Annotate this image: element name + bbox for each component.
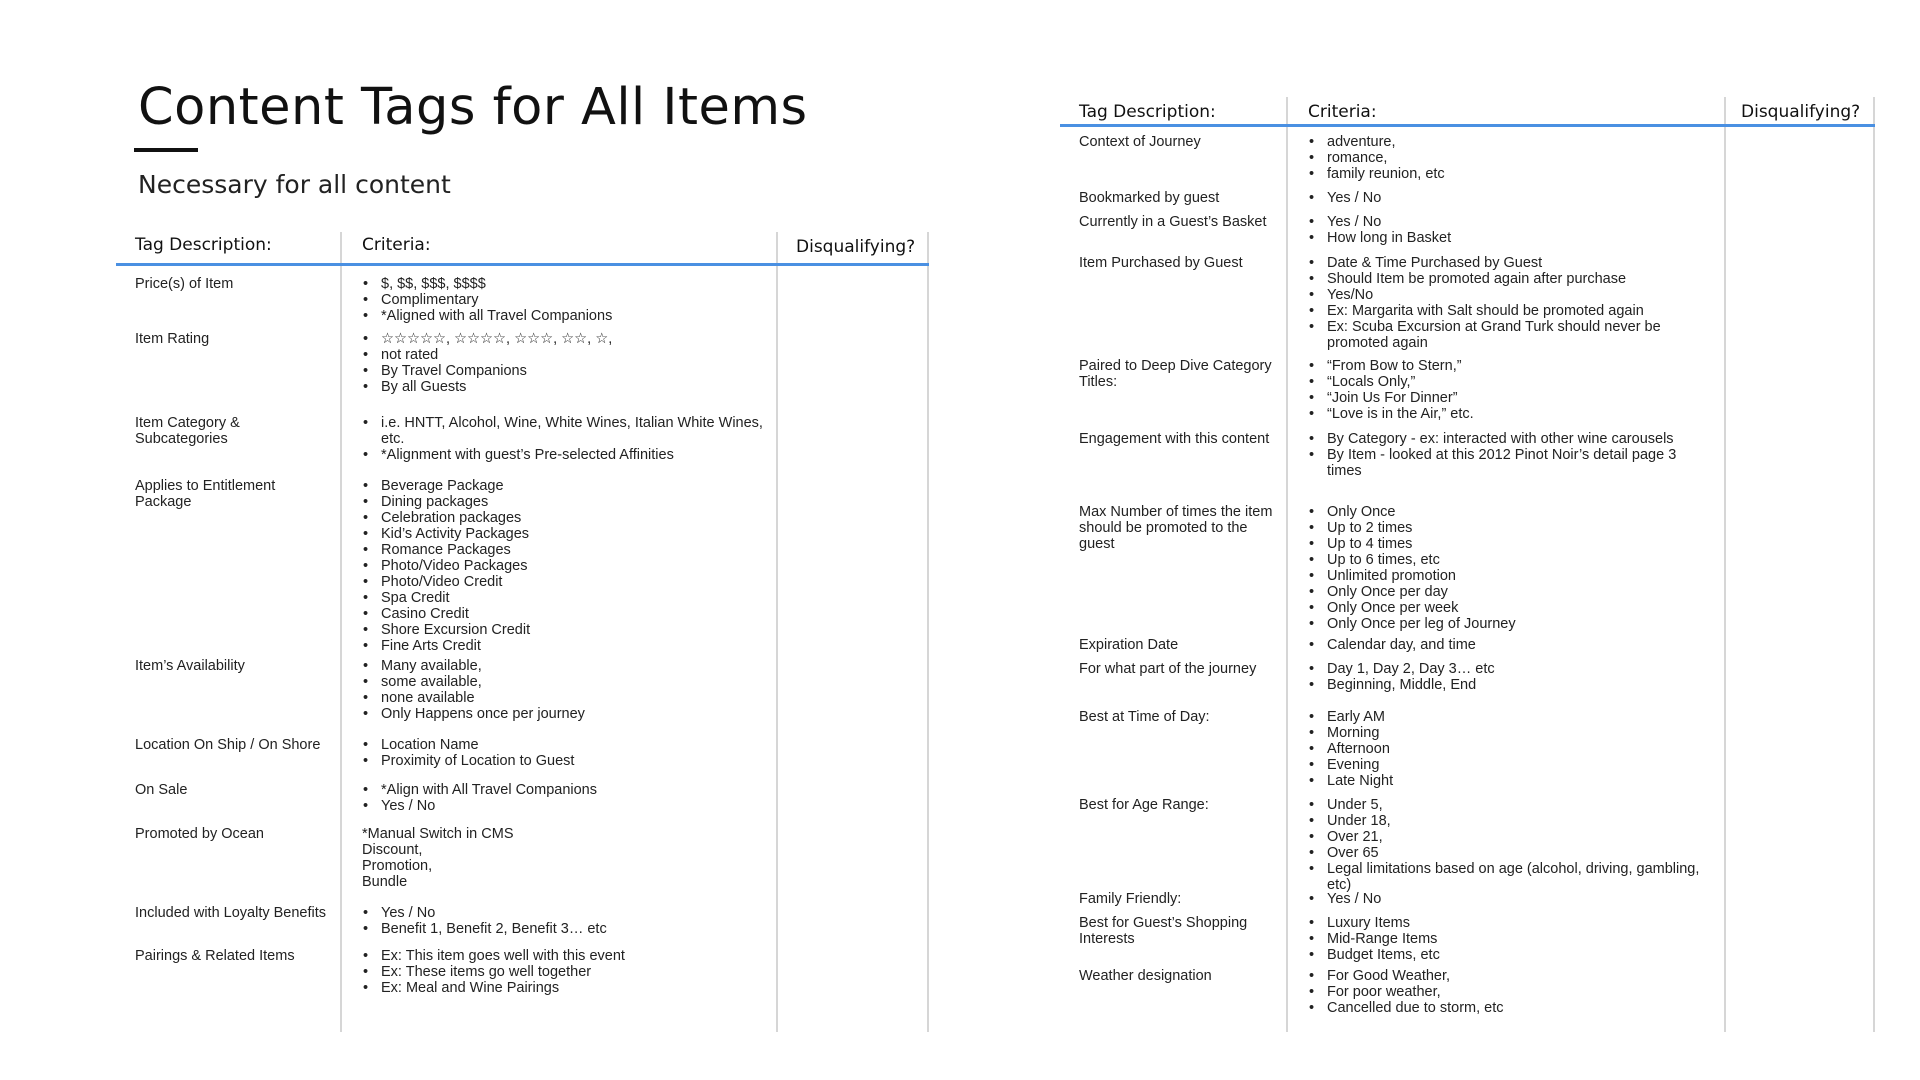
criteria-item: • Over 21, [1308, 829, 1713, 845]
right-tags-table [1060, 97, 1875, 1032]
criteria-item: • some available, [362, 674, 782, 690]
column-divider [340, 232, 342, 1032]
tag-description: Max Number of times the item should be promoted to the guest [1079, 504, 1273, 552]
criteria-list [362, 415, 782, 463]
criteria-item: • Yes / No [362, 905, 782, 921]
tag-description: Expiration Date [1079, 637, 1179, 653]
criteria-item: • Legal limitations based on age (alcohol, driving, gambling, etc) [1308, 861, 1713, 893]
criteria-list [1308, 891, 1713, 907]
criteria-item: • Ex: Margarita with Salt should be promoted again [1308, 303, 1713, 319]
criteria-item: • ☆☆☆☆☆, ☆☆☆☆, ☆☆☆, ☆☆, ☆, [362, 331, 782, 347]
column-divider [1286, 97, 1288, 1032]
criteria-item: • Ex: These items go well together [362, 964, 782, 980]
criteria-list [362, 948, 782, 996]
criteria-item: • Photo/Video Packages [362, 558, 782, 574]
criteria-item: • Yes / No [1308, 891, 1713, 907]
tag-description: Best for Guest’s Shopping Interests [1079, 915, 1248, 947]
criteria-list [1308, 637, 1713, 653]
tag-description: Engagement with this content [1079, 431, 1270, 447]
criteria-item: • Up to 6 times, etc [1308, 552, 1713, 568]
criteria-item: • Afternoon [1308, 741, 1713, 757]
criteria-item: • Benefit 1, Benefit 2, Benefit 3… etc [362, 921, 782, 937]
criteria-item: • Casino Credit [362, 606, 782, 622]
criteria-item: • “From Bow to Stern,” [1308, 358, 1713, 374]
criteria-item: • By Category - ex: interacted with other wine carousels [1308, 431, 1713, 447]
criteria-list [1308, 709, 1713, 789]
criteria-item: • Ex: This item goes well with this event [362, 948, 782, 964]
criteria-item: • “Join Us For Dinner” [1308, 390, 1713, 406]
tag-description: Item Purchased by Guest [1079, 255, 1243, 271]
tag-description: Item’s Availability [135, 658, 245, 674]
column-divider [927, 232, 929, 1032]
criteria-item: • Only Once per leg of Journey [1308, 616, 1713, 632]
criteria-item: • Only Happens once per journey [362, 706, 782, 722]
criteria-item: • By Travel Companions [362, 363, 782, 379]
criteria-item: • Only Once [1308, 504, 1713, 520]
tag-description: Location On Ship / On Shore [135, 737, 321, 753]
criteria-item: • *Align with All Travel Companions [362, 782, 782, 798]
page-subtitle: Necessary for all content [138, 170, 451, 199]
header-rule [1060, 124, 1875, 127]
tag-description: Item Category & Subcategories [135, 415, 240, 447]
header-tag-description: Tag Description: [1079, 102, 1216, 122]
criteria-item: • For poor weather, [1308, 984, 1713, 1000]
criteria-list [1308, 358, 1713, 422]
criteria-item: • family reunion, etc [1308, 166, 1713, 182]
criteria-item: • Beverage Package [362, 478, 782, 494]
criteria-list [1308, 134, 1713, 182]
column-divider [1724, 97, 1726, 1032]
criteria-list [1308, 661, 1713, 693]
tag-description: Promoted by Ocean [135, 826, 264, 842]
header-disqualifying: Disqualifying? [796, 237, 916, 257]
tag-description: Best at Time of Day: [1079, 709, 1210, 725]
criteria-item: • Photo/Video Credit [362, 574, 782, 590]
criteria-item: Bundle [362, 874, 408, 890]
criteria-list [1308, 915, 1713, 963]
criteria-item: • How long in Basket [1308, 230, 1713, 246]
header-rule [116, 263, 929, 266]
criteria-item: *Manual Switch in CMS [362, 826, 514, 842]
criteria-list [1308, 214, 1713, 246]
criteria-item: • Yes/No [1308, 287, 1713, 303]
tag-description: Bookmarked by guest [1079, 190, 1220, 206]
criteria-list [362, 782, 782, 814]
criteria-item: • By all Guests [362, 379, 782, 395]
criteria-item: • Yes / No [1308, 214, 1713, 230]
criteria-item: • Under 5, [1308, 797, 1713, 813]
criteria-list [362, 826, 782, 890]
criteria-item: • Ex: Meal and Wine Pairings [362, 980, 782, 996]
criteria-item: • Only Once per day [1308, 584, 1713, 600]
criteria-item: • Complimentary [362, 292, 782, 308]
tag-description: Item Rating [135, 331, 210, 347]
criteria-list [1308, 255, 1713, 351]
criteria-list [362, 737, 782, 769]
criteria-item: • Kid’s Activity Packages [362, 526, 782, 542]
header-disqualifying: Disqualifying? [1741, 102, 1861, 122]
tag-description: Pairings & Related Items [135, 948, 295, 964]
criteria-list [1308, 431, 1713, 479]
criteria-list [362, 276, 782, 324]
criteria-item: • $, $$, $$$, $$$$ [362, 276, 782, 292]
criteria-item: • For Good Weather, [1308, 968, 1713, 984]
left-tags-table [116, 232, 929, 1032]
criteria-item: • Luxury Items [1308, 915, 1713, 931]
criteria-item: • Mid-Range Items [1308, 931, 1713, 947]
criteria-item: • Yes / No [362, 798, 782, 814]
criteria-item: • Unlimited promotion [1308, 568, 1713, 584]
criteria-item: • Calendar day, and time [1308, 637, 1713, 653]
criteria-item: • “Locals Only,” [1308, 374, 1713, 390]
column-divider [1873, 97, 1875, 1032]
criteria-item: • Budget Items, etc [1308, 947, 1713, 963]
criteria-item: • none available [362, 690, 782, 706]
criteria-list [362, 905, 782, 937]
criteria-item: • Dining packages [362, 494, 782, 510]
criteria-item: • not rated [362, 347, 782, 363]
criteria-item: • Fine Arts Credit [362, 638, 782, 654]
tag-description: Family Friendly: [1079, 891, 1182, 907]
criteria-list [362, 658, 782, 722]
criteria-item: • Romance Packages [362, 542, 782, 558]
header-criteria: Criteria: [362, 235, 431, 255]
criteria-list [362, 331, 782, 395]
criteria-item: • Only Once per week [1308, 600, 1713, 616]
criteria-list [1308, 190, 1713, 206]
criteria-list [1308, 797, 1713, 893]
tag-description: On Sale [135, 782, 188, 798]
criteria-item: • Celebration packages [362, 510, 782, 526]
criteria-item: Promotion, [362, 858, 433, 874]
criteria-item: • Up to 4 times [1308, 536, 1713, 552]
title-underline [134, 148, 198, 152]
criteria-item: • Early AM [1308, 709, 1713, 725]
criteria-item: Discount, [362, 842, 423, 858]
header-tag-description: Tag Description: [135, 235, 272, 255]
criteria-item: • Late Night [1308, 773, 1713, 789]
criteria-item: • Evening [1308, 757, 1713, 773]
tag-description: Price(s) of Item [135, 276, 234, 292]
criteria-item: • Cancelled due to storm, etc [1308, 1000, 1713, 1016]
tag-description: Applies to Entitlement Package [135, 478, 276, 510]
criteria-item: • Under 18, [1308, 813, 1713, 829]
criteria-item: • i.e. HNTT, Alcohol, Wine, White Wines, Italian White Wines, etc. [362, 415, 782, 447]
criteria-item: • Shore Excursion Credit [362, 622, 782, 638]
criteria-item: • Morning [1308, 725, 1713, 741]
criteria-list [1308, 968, 1713, 1016]
header-criteria: Criteria: [1308, 102, 1377, 122]
criteria-item: • Over 65 [1308, 845, 1713, 861]
tag-description: Currently in a Guest’s Basket [1079, 214, 1267, 230]
criteria-item: • By Item - looked at this 2012 Pinot Noir’s detail page 3 times [1308, 447, 1713, 479]
criteria-item: • Yes / No [1308, 190, 1713, 206]
tag-description: Paired to Deep Dive Category Titles: [1079, 358, 1272, 390]
criteria-list [1308, 504, 1713, 632]
criteria-item: • “Love is in the Air,” etc. [1308, 406, 1713, 422]
criteria-item: • Ex: Scuba Excursion at Grand Turk should never be promoted again [1308, 319, 1713, 351]
criteria-item: • *Aligned with all Travel Companions [362, 308, 782, 324]
criteria-item: • Date & Time Purchased by Guest [1308, 255, 1713, 271]
criteria-item: • Beginning, Middle, End [1308, 677, 1713, 693]
criteria-item: • Day 1, Day 2, Day 3… etc [1308, 661, 1713, 677]
criteria-item: • romance, [1308, 150, 1713, 166]
page-title: Content Tags for All Items [138, 78, 808, 137]
criteria-item: • Up to 2 times [1308, 520, 1713, 536]
criteria-item: • Spa Credit [362, 590, 782, 606]
tag-description: Context of Journey [1079, 134, 1201, 150]
tag-description: For what part of the journey [1079, 661, 1257, 677]
tag-description: Best for Age Range: [1079, 797, 1209, 813]
criteria-item: • *Alignment with guest’s Pre-selected Affinities [362, 447, 782, 463]
criteria-item: • Proximity of Location to Guest [362, 753, 782, 769]
criteria-item: • Location Name [362, 737, 782, 753]
criteria-item: • adventure, [1308, 134, 1713, 150]
criteria-list [362, 478, 782, 654]
criteria-item: • Many available, [362, 658, 782, 674]
criteria-item: • Should Item be promoted again after purchase [1308, 271, 1713, 287]
tag-description: Weather designation [1079, 968, 1212, 984]
tag-description: Included with Loyalty Benefits [135, 905, 327, 921]
